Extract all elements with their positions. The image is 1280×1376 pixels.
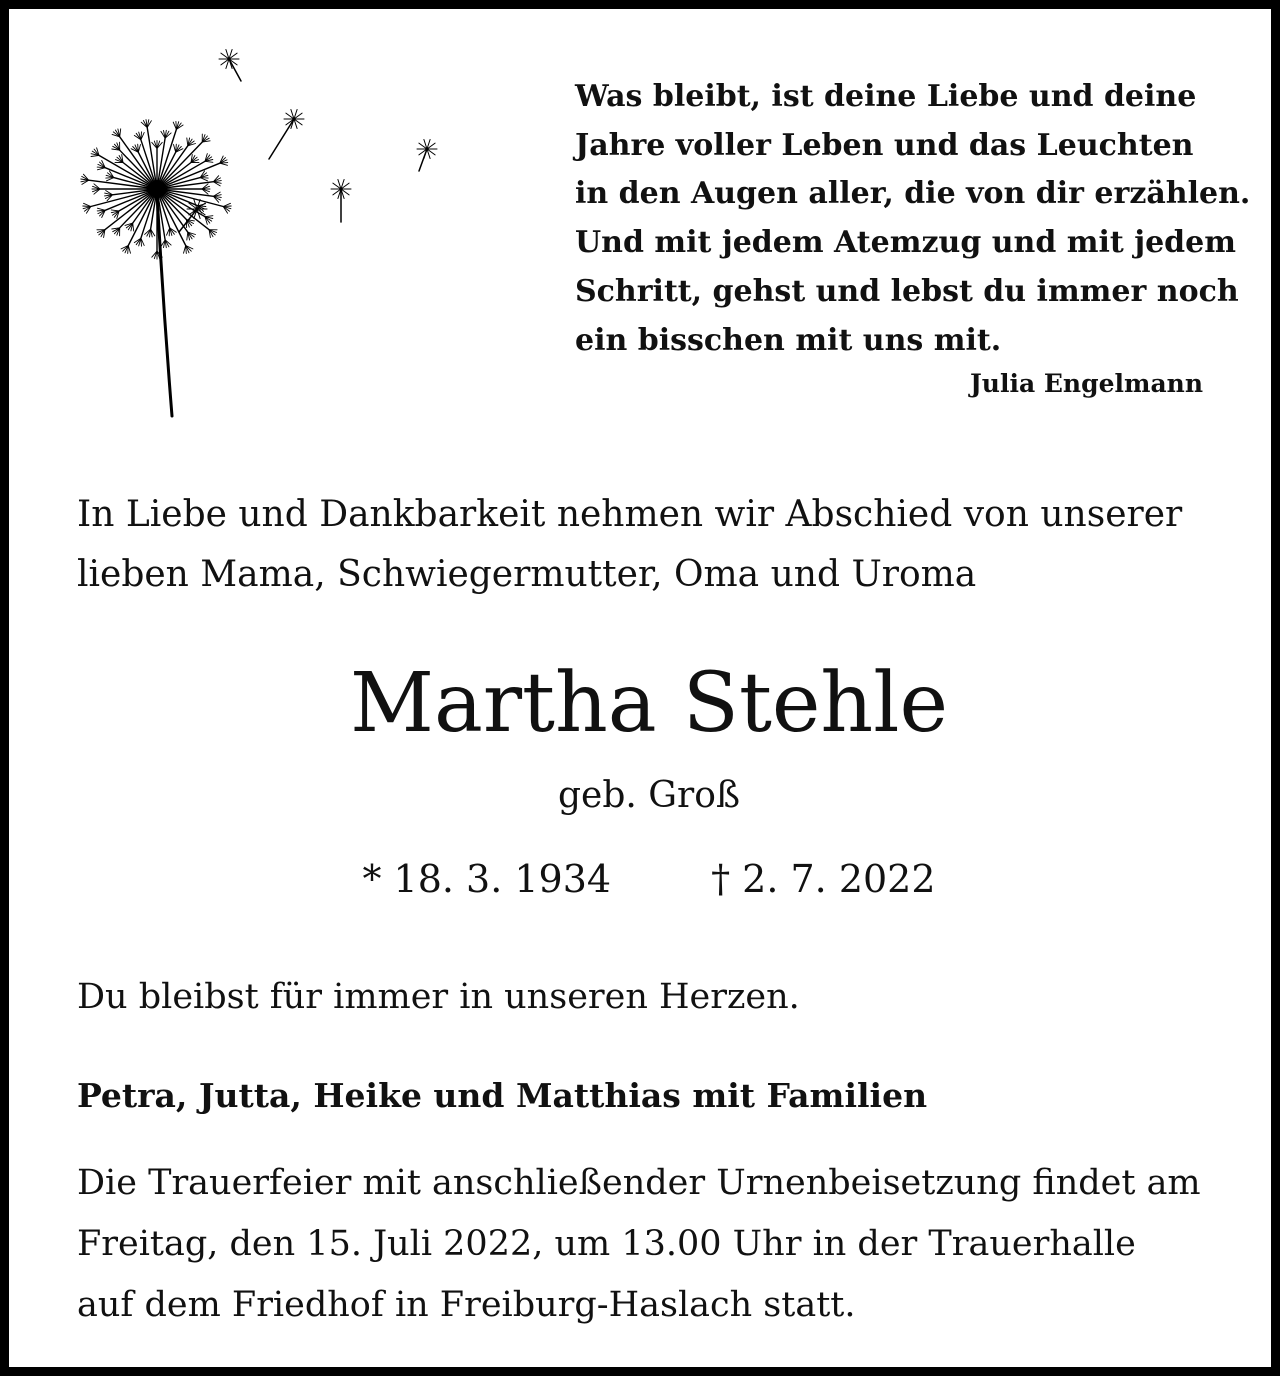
ceremony-line: Die Trauerfeier mit anschließender Urnenbeisetzung findet am: [77, 1163, 1201, 1203]
ceremony-details: [77, 1153, 1201, 1336]
mourners-signature: Petra, Jutta, Heike und Matthias mit Familien: [77, 1076, 928, 1115]
dandelion-icon: [79, 44, 479, 424]
poem-line: Und mit jedem Atemzug und mit jedem: [575, 225, 1236, 261]
birth-date: * 18. 3. 1934: [362, 857, 612, 901]
poem-quote: [575, 73, 1255, 365]
quote-author: Julia Engelmann: [969, 369, 1203, 398]
poem-line: Was bleibt, ist deine Liebe und deine: [575, 79, 1197, 114]
maiden-name: geb. Groß: [558, 775, 740, 816]
intro-text: [77, 485, 1182, 605]
motto-text: Du bleibst für immer in unseren Herzen.: [77, 977, 800, 1017]
death-date: † 2. 7. 2022: [711, 857, 936, 901]
life-dates: [9, 851, 1280, 907]
deceased-name: Martha Stehle: [350, 656, 948, 751]
poem-line: in den Augen aller, die von dir erzählen.: [575, 176, 1251, 212]
ceremony-line: auf dem Friedhof in Freiburg-Haslach statt.: [77, 1285, 856, 1325]
intro-line: lieben Mama, Schwiegermutter, Oma und Uroma: [77, 554, 977, 595]
poem-line: ein bisschen mit uns mit.: [575, 322, 1002, 358]
intro-line: In Liebe und Dankbarkeit nehmen wir Abschied von unserer: [77, 494, 1183, 535]
ceremony-line: Freitag, den 15. Juli 2022, um 13.00 Uhr in der Trauerhalle: [77, 1224, 1136, 1264]
poem-line: Jahre voller Leben und das Leuchten: [575, 127, 1194, 163]
poem-line: Schritt, gehst und lebst du immer noch: [575, 273, 1239, 309]
